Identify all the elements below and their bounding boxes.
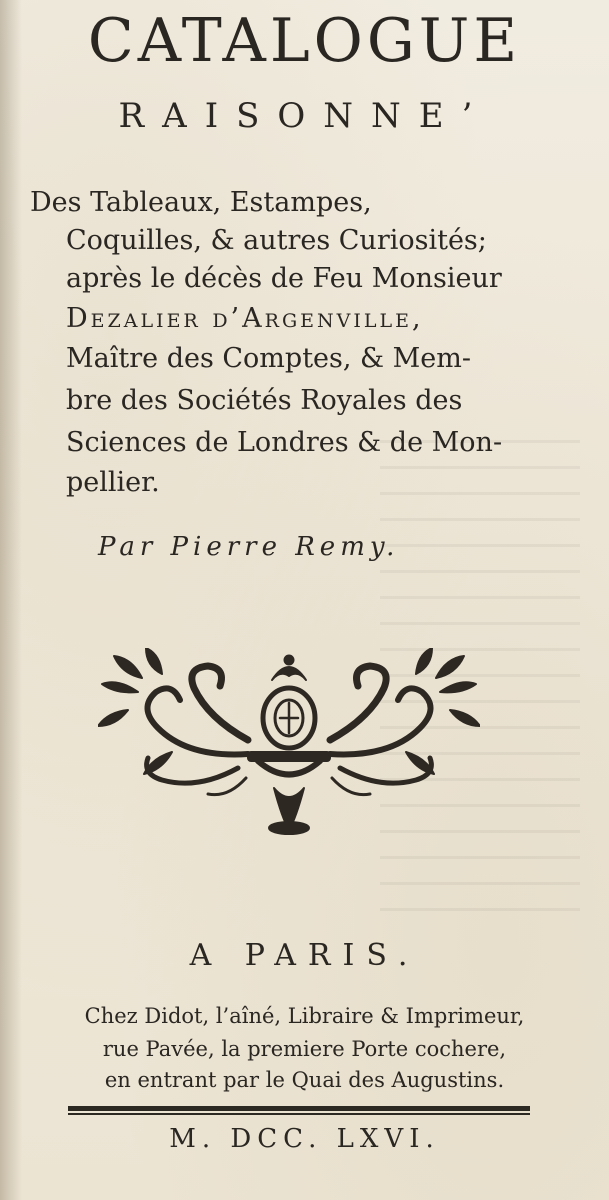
description-line-8: pellier. bbox=[66, 467, 160, 498]
double-rule-bottom bbox=[68, 1113, 530, 1115]
imprint-line-3: en entrant par le Quai des Augustins. bbox=[104, 1068, 505, 1092]
book-title: CATALOGUE bbox=[87, 6, 522, 76]
book-subtitle: RAISONNE’ bbox=[118, 96, 491, 136]
place-of-publication: A PARIS. bbox=[189, 938, 420, 973]
description-line-2: Coquilles, & autres Curiosités; bbox=[66, 225, 487, 256]
fleuron-ornament-icon bbox=[98, 648, 480, 840]
description-line-3: après le décès de Feu Monsieur bbox=[66, 263, 502, 294]
imprint-line-2: rue Pavée, la premiere Porte cochere, bbox=[102, 1037, 507, 1061]
publication-year: M. DCC. LXVI. bbox=[169, 1124, 440, 1154]
description-line-6: bre des Sociétés Royales des bbox=[66, 385, 463, 416]
description-line-5: Maître des Comptes, & Mem- bbox=[66, 343, 472, 374]
imprint-line-1: Chez Didot, l’aîné, Libraire & Imprimeur, bbox=[84, 1004, 525, 1028]
description-line-4: Dezalier d’Argenville, bbox=[66, 303, 424, 334]
description-line-7: Sciences de Londres & de Mon- bbox=[66, 427, 503, 458]
double-rule-top bbox=[68, 1106, 530, 1111]
author-line: Par Pierre Remy. bbox=[98, 532, 400, 562]
description-line-1: Des Tableaux, Estampes, bbox=[30, 187, 372, 218]
